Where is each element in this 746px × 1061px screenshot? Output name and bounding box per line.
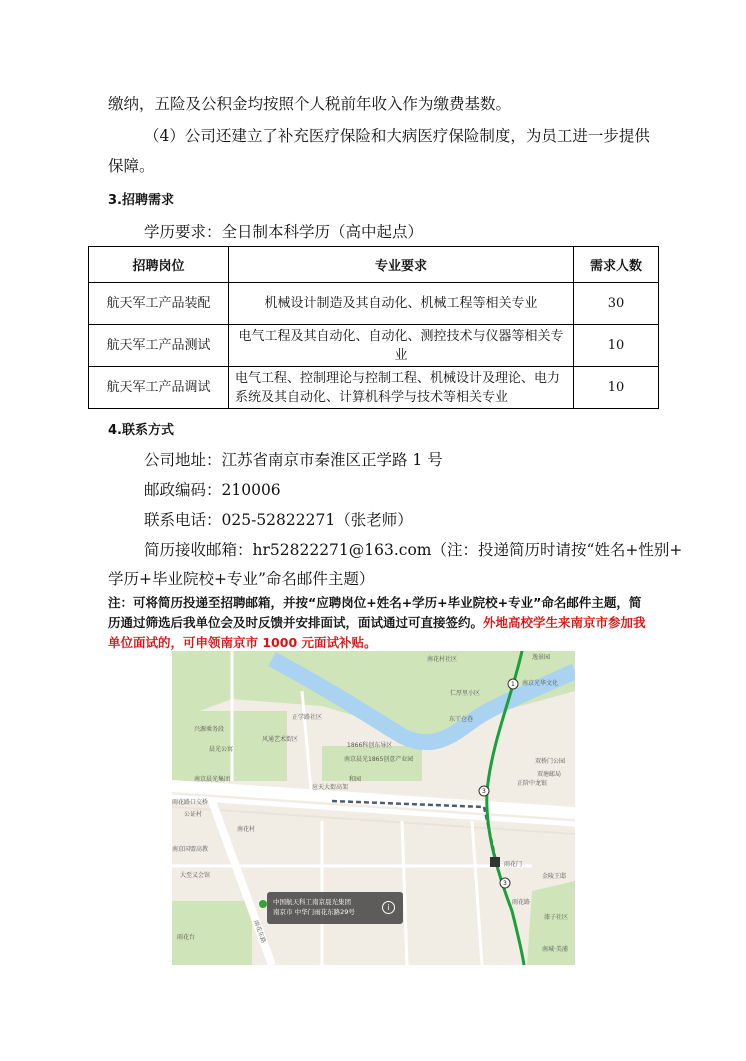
contact-phone: 联系电话：025-52822271（张老师） bbox=[144, 511, 413, 529]
table-row bbox=[89, 283, 659, 325]
location-title: 中国航天科工南京晨光集团 bbox=[273, 898, 351, 906]
svg-text:雨花路口交桥: 雨花路口交桥 bbox=[172, 799, 209, 806]
svg-text:1: 1 bbox=[511, 681, 515, 688]
application-note bbox=[108, 593, 648, 653]
svg-text:正阶中龙银: 正阶中龙银 bbox=[517, 780, 548, 787]
svg-text:雨花路: 雨花路 bbox=[512, 899, 531, 906]
cell-count: 10 bbox=[574, 325, 659, 367]
svg-text:雨花门: 雨花门 bbox=[504, 861, 523, 868]
company-address: 公司地址：江苏省南京市秦淮区正学路 1 号 bbox=[144, 451, 443, 469]
section-4-heading: 4.联系方式 bbox=[108, 423, 174, 438]
svg-text:东干仓巷: 东干仓巷 bbox=[449, 716, 474, 723]
cell-position: 航天军工产品调试 bbox=[89, 367, 229, 409]
intro-line-3: 保障。 bbox=[108, 157, 155, 175]
table-row bbox=[89, 325, 659, 367]
table-row bbox=[89, 367, 659, 409]
svg-text:南京晨光1865创意产业园: 南京晨光1865创意产业园 bbox=[344, 756, 414, 763]
section-3-heading: 3.招聘需求 bbox=[108, 193, 174, 208]
svg-text:公证村: 公证村 bbox=[184, 811, 203, 818]
svg-text:仁厚里小区: 仁厚里小区 bbox=[450, 690, 481, 697]
svg-text:应天大街高架: 应天大街高架 bbox=[312, 784, 349, 791]
table-header-row bbox=[89, 247, 659, 283]
svg-text:风通艺术街区: 风通艺术街区 bbox=[262, 736, 299, 743]
svg-text:南花村: 南花村 bbox=[237, 826, 256, 833]
svg-text:双桥门公园: 双桥门公园 bbox=[535, 758, 566, 765]
svg-text:和园: 和园 bbox=[349, 776, 362, 783]
education-requirement: 学历要求：全日制本科学历（高中起点） bbox=[144, 223, 424, 241]
svg-text:双塘邮局: 双塘邮局 bbox=[537, 771, 562, 778]
svg-text:晨光公寓: 晨光公寓 bbox=[209, 746, 234, 753]
note-text: 注：可将简历投递至招聘邮箱，并按“应聘岗位+姓名+学历+毕业院校+专业”命名邮件主题，简历通过筛选后我单位会及时反馈并安排面试，面试通过可直接签约。 bbox=[108, 595, 642, 630]
location-address: 南京市 中华门雨花东路29号 bbox=[273, 908, 355, 916]
cell-major: 电气工程、控制理论与控制工程、机械设计及理论、电力系统及其自动化、计算机科学与技术等相关专业 bbox=[229, 367, 574, 409]
svg-text:南城·美浦: 南城·美浦 bbox=[542, 946, 568, 953]
resume-email-line-1: 简历接收邮箱：hr52822271@163.com（注：投递简历时请按“姓名+性别+ bbox=[144, 541, 683, 559]
location-info-card[interactable] bbox=[267, 892, 403, 924]
svg-text:逸景园: 逸景园 bbox=[532, 654, 551, 661]
cell-count: 30 bbox=[574, 283, 659, 325]
cell-count: 10 bbox=[574, 367, 659, 409]
svg-text:3: 3 bbox=[482, 788, 486, 795]
intro-line-1: 缴纳，五险及公积金均按照个人税前年收入作为缴费基数。 bbox=[108, 95, 512, 113]
svg-text:漆子社区: 漆子社区 bbox=[544, 914, 569, 921]
intro-line-2: （4）公司还建立了补充医疗保险和大病医疗保险制度，为员工进一步提供 bbox=[144, 127, 650, 145]
svg-text:南花村社区: 南花村社区 bbox=[427, 656, 458, 663]
cell-major: 机械设计制造及其自动化、机械工程等相关专业 bbox=[229, 283, 574, 325]
header-major: 专业要求 bbox=[229, 247, 574, 283]
svg-text:1866科创东导区: 1866科创东导区 bbox=[347, 742, 393, 749]
svg-text:南京光华文化: 南京光华文化 bbox=[522, 680, 559, 687]
note-red-text: 外地高校学生来南京市参加我单位面试的，可申领南京市 1000 元面试补贴。 bbox=[108, 615, 646, 650]
postcode: 邮政编码：210006 bbox=[144, 481, 281, 499]
location-map[interactable] bbox=[172, 651, 575, 965]
cell-position: 航天军工产品测试 bbox=[89, 325, 229, 367]
svg-text:雨花台: 雨花台 bbox=[177, 934, 196, 941]
cell-major: 电气工程及其自动化、自动化、测控技术与仪器等相关专业 bbox=[229, 325, 574, 367]
svg-text:南京国盟高教: 南京国盟高教 bbox=[172, 846, 209, 853]
svg-text:大至义会馆: 大至义会馆 bbox=[180, 872, 211, 879]
svg-text:雨花东路: 雨花东路 bbox=[252, 919, 267, 945]
header-position: 招聘岗位 bbox=[89, 247, 229, 283]
info-icon[interactable]: i bbox=[382, 901, 395, 914]
svg-text:正学路社区: 正学路社区 bbox=[292, 714, 323, 721]
cell-position: 航天军工产品装配 bbox=[89, 283, 229, 325]
recruitment-table bbox=[88, 246, 659, 409]
svg-text:金陵王邸: 金陵王邸 bbox=[542, 873, 567, 880]
resume-email-line-2: 学历+毕业院校+专业”命名邮件主题） bbox=[108, 570, 375, 588]
svg-text:3: 3 bbox=[503, 880, 507, 887]
svg-text:兴源乘务段: 兴源乘务段 bbox=[194, 726, 225, 733]
svg-text:南京晨光集团: 南京晨光集团 bbox=[194, 776, 231, 783]
header-count: 需求人数 bbox=[574, 247, 659, 283]
